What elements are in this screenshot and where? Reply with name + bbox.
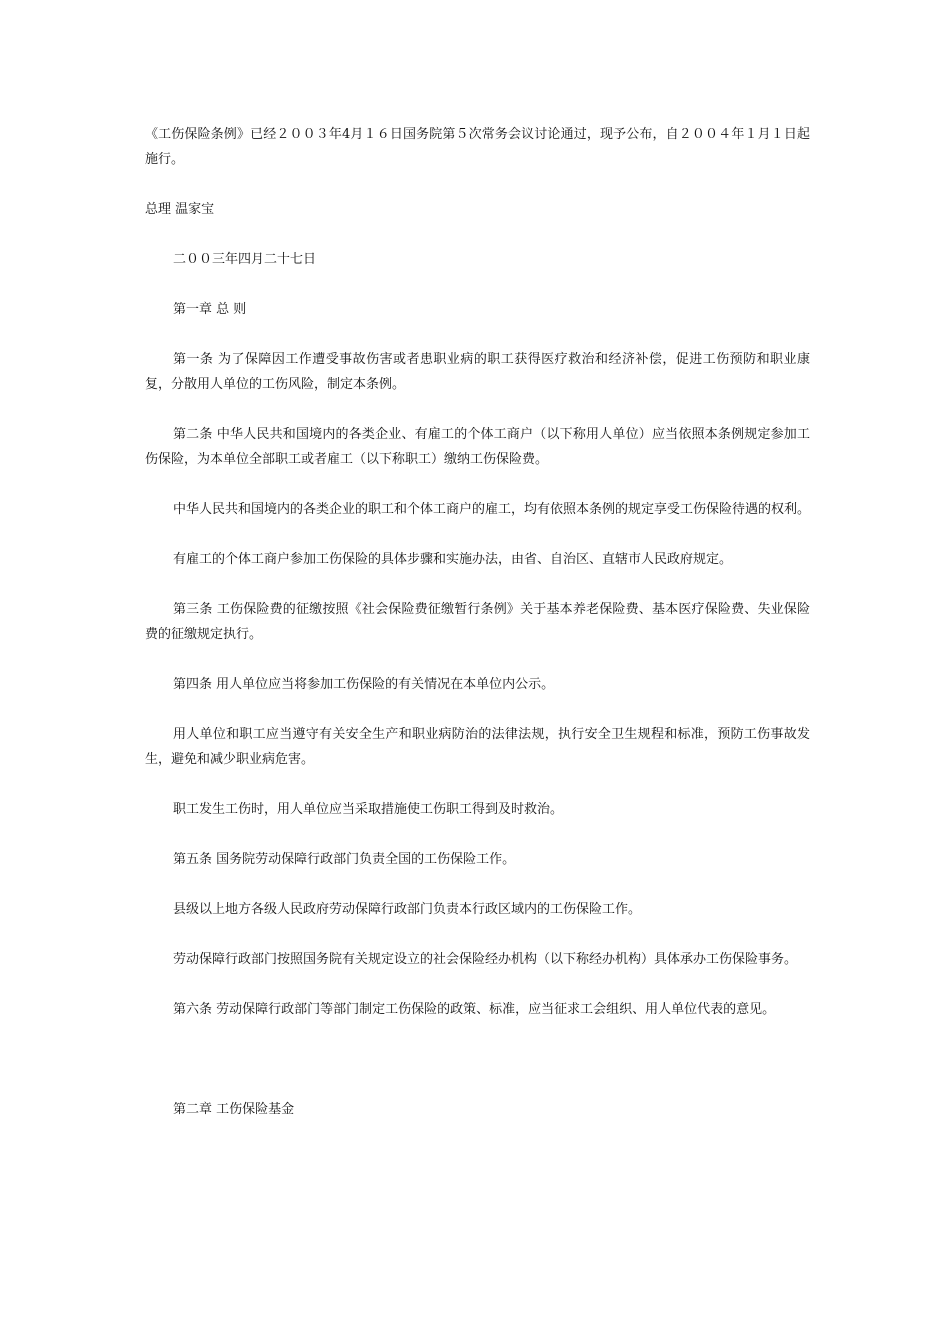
article-paragraph: 有雇工的个体工商户参加工伤保险的具体步骤和实施办法，由省、自治区、直辖市人民政府规定。	[173, 552, 733, 567]
article-paragraph: 县级以上地方各级人民政府劳动保障行政部门负责本行政区域内的工伤保险工作。	[173, 902, 642, 917]
article-paragraph: 中华人民共和国境内的各类企业的职工和个体工商户的雇工，均有依照本条例的规定享受工伤保险待遇的权利。	[173, 502, 811, 517]
article-paragraph: 第一条 为了保障因工作遭受事故伤害或者患职业病的职工获得医疗救治和经济补偿，促进工伤预防和职业康复，分散用人单位的工伤风险，制定本条例。	[145, 352, 810, 392]
article-paragraph: 第二条 中华人民共和国境内的各类企业、有雇工的个体工商户（以下称用人单位）应当依照本条例规定参加工伤保险，为本单位全部职工或者雇工（以下称职工）缴纳工伤保险费。	[145, 427, 810, 467]
signatory-line: 总理 温家宝	[145, 202, 215, 217]
blank-space	[145, 1047, 810, 1097]
article-paragraph: 劳动保障行政部门按照国务院有关规定设立的社会保险经办机构（以下称经办机构）具体承办工伤保险事务。	[173, 952, 798, 967]
article-paragraph: 第六条 劳动保障行政部门等部门制定工伤保险的政策、标准，应当征求工会组织、用人单位代表的意见。	[173, 1002, 776, 1017]
article-paragraph: 职工发生工伤时，用人单位应当采取措施使工伤职工得到及时救治。	[173, 802, 564, 817]
document-body	[145, 122, 810, 1147]
article-paragraph: 第四条 用人单位应当将参加工伤保险的有关情况在本单位内公示。	[173, 677, 555, 692]
chapter-heading: 第一章 总 则	[173, 302, 247, 317]
article-paragraph: 第五条 国务院劳动保障行政部门负责全国的工伤保险工作。	[173, 852, 516, 867]
article-paragraph: 第三条 工伤保险费的征缴按照《社会保险费征缴暂行条例》关于基本养老保险费、基本医疗保险费、失业保险费的征缴规定执行。	[145, 602, 810, 642]
article-paragraph: 用人单位和职工应当遵守有关安全生产和职业病防治的法律法规，执行安全卫生规程和标准，预防工伤事故发生，避免和减少职业病危害。	[145, 727, 810, 767]
date-line: 二００三年四月二十七日	[173, 252, 317, 267]
chapter-heading: 第二章 工伤保险基金	[173, 1102, 295, 1117]
promulgation-paragraph: 《工伤保险条例》已经２００３年4月１６日国务院第５次常务会议讨论通过，现予公布，自２００４年１月１日起施行。	[145, 127, 810, 167]
